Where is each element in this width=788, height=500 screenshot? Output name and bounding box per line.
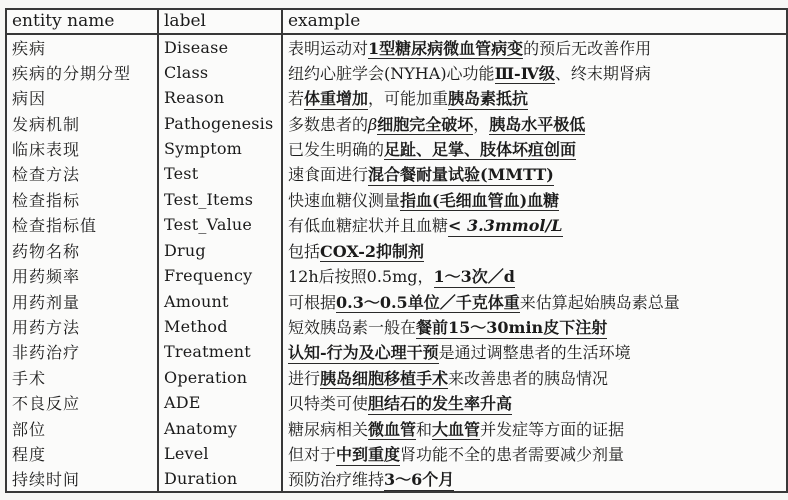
example-cell xyxy=(282,136,787,161)
example-cell xyxy=(282,59,787,84)
example-cell xyxy=(282,466,787,492)
entity-mention: 胆结石的发生率升高 xyxy=(368,394,513,414)
table-row xyxy=(6,390,787,415)
example-cell xyxy=(282,161,787,186)
example-cell xyxy=(282,187,787,212)
label-cell: Drug xyxy=(158,238,282,263)
example-cell xyxy=(282,85,787,110)
example-text: 速食面进行 xyxy=(288,165,369,185)
example-text: 进行 xyxy=(288,368,321,388)
table-body xyxy=(6,34,787,492)
label-cell: Class xyxy=(158,59,282,84)
entity-mention: 1～3次／d xyxy=(433,267,515,287)
example-text: 糖尿病相关 xyxy=(288,419,369,439)
example-text: 肾功能不全的患者需要减少剂量 xyxy=(400,445,625,465)
entity-mention: 1型糖尿病微血管病变 xyxy=(368,38,524,58)
example-cell xyxy=(282,314,787,339)
example-cell xyxy=(282,416,787,441)
example-text: 12h后按照0.5mg， xyxy=(288,267,434,287)
example-cell xyxy=(282,339,787,364)
label-cell: Anatomy xyxy=(158,416,282,441)
example-text: 来改善患者的胰岛情况 xyxy=(448,368,609,388)
header-example: example xyxy=(282,9,787,34)
table-row xyxy=(6,441,787,466)
entity-name-cell: 用药方法 xyxy=(6,314,158,339)
label-cell: Test xyxy=(158,161,282,186)
example-text: 短效胰岛素一般在 xyxy=(288,318,417,338)
entity-mention: 微血管 xyxy=(368,419,417,439)
entity-name-cell: 检查指标 xyxy=(6,187,158,212)
entity-name-cell: 持续时间 xyxy=(6,466,158,492)
table-row xyxy=(6,110,787,135)
example-text: 是通过调整患者的生活环境 xyxy=(438,343,631,363)
entity-name-cell: 不良反应 xyxy=(6,390,158,415)
entity-mention: 细胞完全破坏 xyxy=(377,114,474,134)
entity-name-cell: 检查指标值 xyxy=(6,212,158,237)
label-cell: ADE xyxy=(158,390,282,415)
entity-mention: 3～6个月 xyxy=(384,470,455,490)
example-text: 表明运动对 xyxy=(288,38,369,58)
label-cell: Test_Value xyxy=(158,212,282,237)
label-cell: Duration xyxy=(158,466,282,492)
entity-annotation-table xyxy=(5,8,788,493)
entity-name-cell: 用药剂量 xyxy=(6,288,158,313)
entity-mention: 胰岛水平极低 xyxy=(489,114,586,134)
example-cell xyxy=(282,263,787,288)
entity-mention: 0.3～0.5单位／千克体重 xyxy=(336,292,520,312)
table-row xyxy=(6,314,787,339)
example-text: ， xyxy=(473,114,490,134)
entity-name-cell: 程度 xyxy=(6,441,158,466)
table-row xyxy=(6,263,787,288)
example-text: β xyxy=(368,114,378,134)
table-row xyxy=(6,339,787,364)
example-text: 的预后无改善作用 xyxy=(523,38,652,58)
label-cell: Reason xyxy=(158,85,282,110)
table-row xyxy=(6,466,787,492)
table-row xyxy=(6,288,787,313)
label-cell: Treatment xyxy=(158,339,282,364)
entity-mention: 认知-行为及心理干预 xyxy=(288,343,439,363)
example-text: 纽约心脏学会(NYHA)心功能 xyxy=(288,63,495,83)
entity-name-cell: 疾病 xyxy=(6,34,158,59)
header-entity-name: entity name xyxy=(6,9,158,34)
entity-mention: 胰岛细胞移植手术 xyxy=(320,368,449,388)
entity-mention: < 3.3mmol/L xyxy=(448,216,563,236)
entity-name-cell: 病因 xyxy=(6,85,158,110)
table-row xyxy=(6,187,787,212)
example-cell xyxy=(282,441,787,466)
example-text: 若 xyxy=(288,89,305,109)
example-cell xyxy=(282,365,787,390)
header-row xyxy=(6,9,787,34)
entity-mention: 胰岛素抵抗 xyxy=(448,89,529,109)
table-row xyxy=(6,238,787,263)
example-cell xyxy=(282,390,787,415)
label-cell: Amount xyxy=(158,288,282,313)
entity-name-cell: 非药治疗 xyxy=(6,339,158,364)
entity-name-cell: 发病机制 xyxy=(6,110,158,135)
table-row xyxy=(6,416,787,441)
entity-mention: 中到重度 xyxy=(336,445,401,465)
entity-mention: 体重增加 xyxy=(304,89,369,109)
entity-name-cell: 疾病的分期分型 xyxy=(6,59,158,84)
example-text: 有低血糖症状并且血糖 xyxy=(288,216,449,236)
example-cell xyxy=(282,110,787,135)
header-label: label xyxy=(158,9,282,34)
example-text: ，可能加重 xyxy=(368,89,449,109)
entity-mention: 大血管 xyxy=(432,419,481,439)
label-cell: Frequency xyxy=(158,263,282,288)
example-text: 但对于 xyxy=(288,445,337,465)
entity-name-cell: 检查方法 xyxy=(6,161,158,186)
label-cell: Disease xyxy=(158,34,282,59)
table-row xyxy=(6,59,787,84)
entity-name-cell: 用药频率 xyxy=(6,263,158,288)
table-row xyxy=(6,365,787,390)
entity-name-cell: 手术 xyxy=(6,365,158,390)
entity-name-cell: 临床表现 xyxy=(6,136,158,161)
example-text: 和 xyxy=(416,419,433,439)
table-header xyxy=(6,9,787,34)
label-cell: Symptom xyxy=(158,136,282,161)
example-cell xyxy=(282,34,787,59)
example-text: 、终末期肾病 xyxy=(554,63,651,83)
entity-mention: Ⅲ-Ⅳ级 xyxy=(494,63,555,83)
example-text: 包括 xyxy=(288,241,321,261)
entity-mention: COX-2抑制剂 xyxy=(320,241,425,261)
example-text: 已发生明确的 xyxy=(288,139,385,159)
entity-name-cell: 部位 xyxy=(6,416,158,441)
table-row xyxy=(6,212,787,237)
example-cell xyxy=(282,288,787,313)
table-row xyxy=(6,136,787,161)
label-cell: Pathogenesis xyxy=(158,110,282,135)
label-cell: Level xyxy=(158,441,282,466)
table-row xyxy=(6,34,787,59)
entity-name-cell: 药物名称 xyxy=(6,238,158,263)
example-text: 快速血糖仪测量 xyxy=(288,190,401,210)
entity-mention: 指血(毛细血管血)血糖 xyxy=(400,190,560,210)
example-text: 可根据 xyxy=(288,292,337,312)
example-cell xyxy=(282,212,787,237)
example-text: 多数患者的 xyxy=(288,114,369,134)
example-text: 来估算起始胰岛素总量 xyxy=(519,292,680,312)
table-row xyxy=(6,85,787,110)
entity-mention: 足趾、足掌、肢体坏疽创面 xyxy=(384,139,577,159)
table-row xyxy=(6,161,787,186)
label-cell: Test_Items xyxy=(158,187,282,212)
example-text: 预防治疗维持 xyxy=(288,470,385,490)
example-text: 并发症等方面的证据 xyxy=(480,419,625,439)
entity-mention: 混合餐耐量试验(MMTT) xyxy=(368,165,554,185)
label-cell: Operation xyxy=(158,365,282,390)
example-text: 贝特类可使 xyxy=(288,394,369,414)
example-cell xyxy=(282,238,787,263)
label-cell: Method xyxy=(158,314,282,339)
entity-mention: 餐前15～30min皮下注射 xyxy=(416,318,608,338)
